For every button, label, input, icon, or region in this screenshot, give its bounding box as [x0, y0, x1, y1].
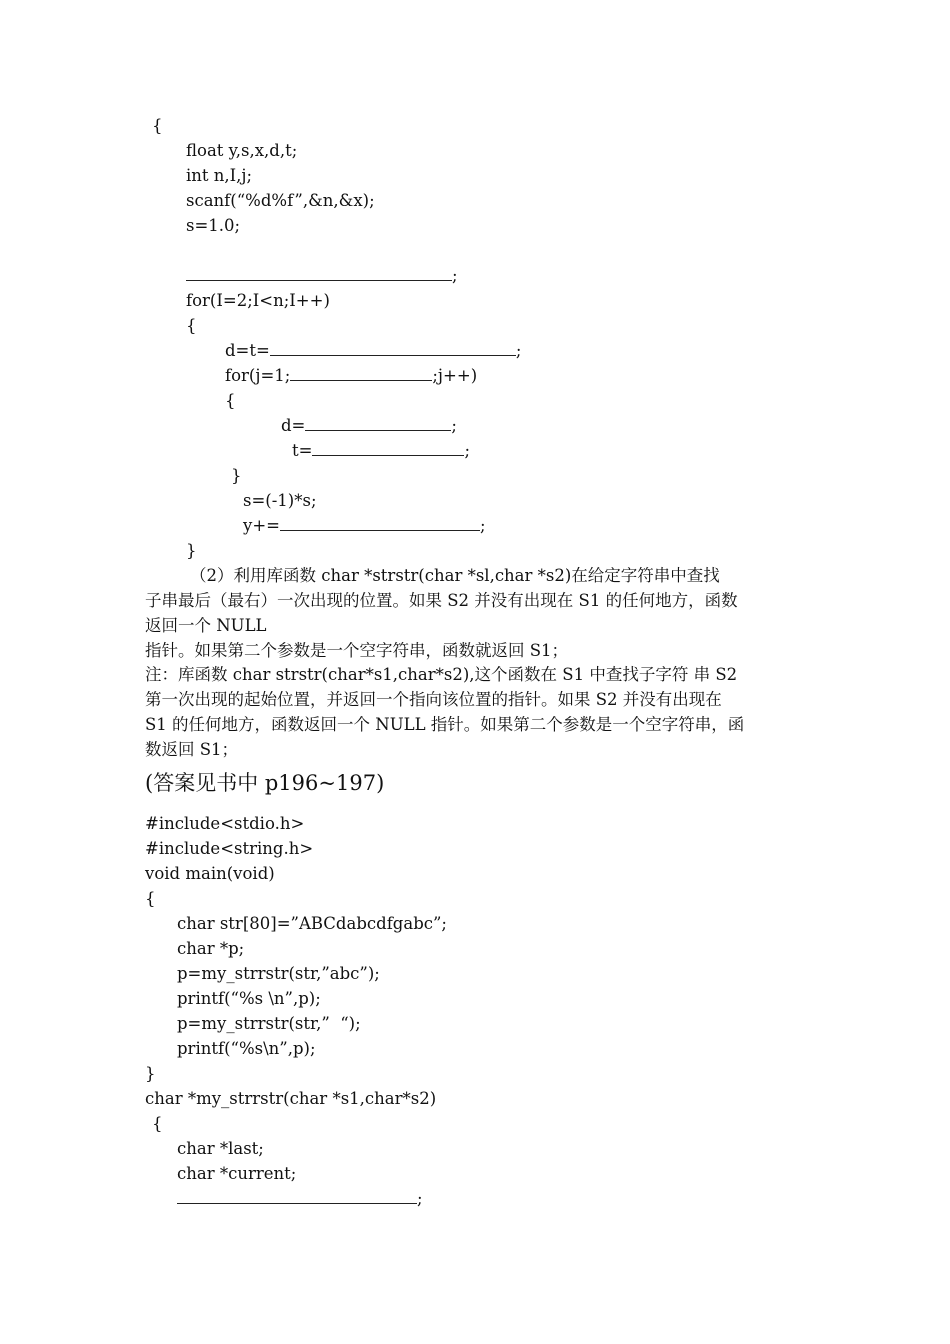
code-line: char *current;	[177, 1164, 297, 1183]
fill-blank	[280, 514, 480, 531]
fill-blank	[312, 439, 464, 456]
fill-blank	[290, 364, 432, 381]
paragraph-line: 数返回 S1；	[145, 740, 239, 759]
code-line: s=1.0;	[186, 216, 241, 235]
code-line: {	[152, 1114, 163, 1133]
code-line: char *last;	[177, 1139, 264, 1158]
code-text: ;	[417, 1189, 423, 1208]
code-line: }	[145, 1064, 156, 1083]
code-line: {	[225, 391, 236, 410]
code-line: {	[145, 889, 156, 908]
paragraph-line: 注：库函数 char strstr(char*s1,char*s2),这个函数在 S1 中查找子字符 串 S2	[145, 665, 738, 684]
code-text: for(j=1;	[225, 366, 291, 385]
code-line: printf(“%s\n”,p);	[177, 1039, 316, 1058]
fill-blank	[186, 264, 452, 281]
fill-blank	[177, 1187, 417, 1204]
code-line: printf(“%s \n”,p);	[177, 989, 321, 1008]
code-line: void main(void)	[145, 864, 275, 883]
code-line-fill-blank	[225, 363, 477, 388]
paragraph-line: （2）利用库函数 char *strstr(char *sl,char *s2)在给定字符串中查找	[190, 566, 720, 585]
code-line-fill-blank	[177, 1186, 423, 1211]
code-text: ;	[464, 441, 471, 460]
code-line: #include<stdio.h>	[145, 814, 305, 833]
code-text: y+=	[243, 516, 280, 535]
code-line: {	[186, 316, 197, 335]
code-text: t=	[292, 441, 313, 460]
paragraph-line: 返回一个 NULL	[145, 616, 267, 635]
code-line: for(I=2;I<n;I++)	[186, 291, 330, 310]
code-text: ;	[451, 416, 457, 435]
code-line-fill-blank	[292, 438, 470, 463]
code-line: p=my_strrstr(str,” “);	[177, 1014, 361, 1033]
code-line: p=my_strrstr(str,”abc”);	[177, 964, 380, 983]
code-line: char *my_strrstr(char *s1,char*s2)	[145, 1089, 437, 1108]
paragraph-line: 指针。如果第二个参数是一个空字符串，函数就返回 S1；	[145, 641, 569, 660]
code-text: ;	[452, 266, 458, 285]
fill-blank	[270, 339, 516, 356]
code-line: }	[186, 541, 197, 560]
paragraph-line: S1 的任何地方，函数返回一个 NULL 指针。如果第二个参数是一个空字符串，函	[145, 715, 745, 734]
code-line: char *p;	[177, 939, 245, 958]
code-line: #include<string.h>	[145, 839, 314, 858]
code-line: int n,I,j;	[186, 166, 253, 185]
code-text: d=t=	[225, 341, 270, 360]
code-line-fill-blank	[225, 338, 521, 363]
code-text: d=	[281, 416, 306, 435]
code-line: {	[152, 116, 163, 135]
answer-reference: (答案见书中 p196~197)	[145, 771, 385, 795]
code-line-fill-blank	[186, 263, 458, 288]
code-line-fill-blank	[243, 513, 486, 538]
code-text: ;j++)	[432, 366, 478, 385]
code-line-fill-blank	[281, 413, 457, 438]
code-line: scanf(“%d%f”,&n,&x);	[186, 191, 375, 210]
code-line: s=(-1)*s;	[243, 491, 317, 510]
paragraph-line: 第一次出现的起始位置，并返回一个指向该位置的指针。如果 S2 并没有出现在	[145, 690, 722, 709]
code-line: }	[231, 466, 242, 485]
fill-blank	[305, 414, 451, 431]
paragraph-line: 子串最后（最右）一次出现的位置。如果 S2 并没有出现在 S1 的任何地方，函数	[145, 591, 738, 610]
code-text: ;	[515, 341, 522, 360]
code-line: float y,s,x,d,t;	[186, 141, 298, 160]
code-line: char str[80]=”ABCdabcdfgabc”;	[177, 914, 447, 933]
code-text: ;	[479, 516, 486, 535]
